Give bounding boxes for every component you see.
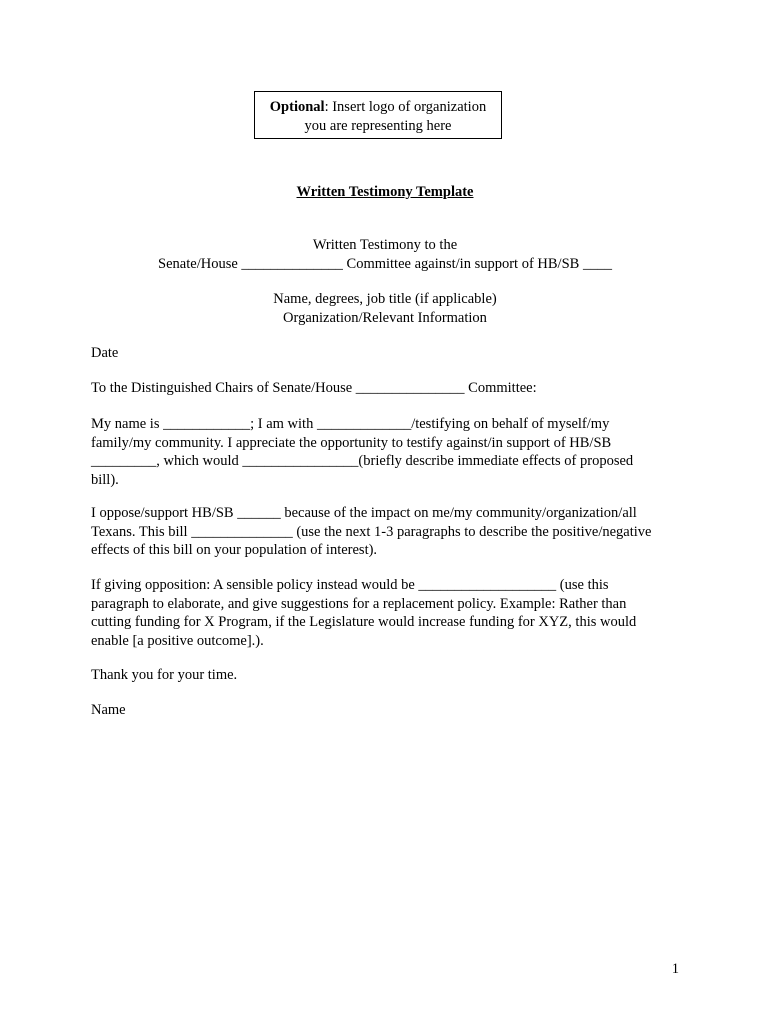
optional-label: Optional [269,99,325,115]
logo-placeholder-text2: you are representing here [304,118,452,134]
intro-line3: _________, which would ________________(briefly describe immediate effects of proposed [91,453,634,469]
testimony-heading [0,236,770,274]
signature-name: Name [91,702,126,718]
author-block-line1: Name, degrees, job title (if applicable) [273,291,497,307]
opposition-line3: cutting funding for X Program, if the Legislature would increase funding for XYZ, this would [91,614,637,630]
date-line: Date [91,345,119,361]
closing-thanks: Thank you for your time. [91,667,238,683]
testimony-heading-line1: Written Testimony to the [312,237,458,253]
opposition-line1: If giving opposition: A sensible policy instead would be ___________________ (use this [91,577,609,593]
position-line2: Texans. This bill ______________ (use the next 1-3 paragraphs to describe the positive/negative [91,523,652,540]
intro-line1: My name is ____________; I am with _____________/testifying on behalf of myself/my [91,416,610,432]
logo-placeholder-line1 [255,98,501,117]
position-line3: effects of this bill on your population of interest). [91,542,378,558]
intro-line4: bill). [91,471,119,488]
opposition-line2: paragraph to elaborate, and give suggestions for a replacement policy. Example: Rather than [91,595,627,612]
opposition-paragraph [91,576,691,650]
intro-paragraph [91,415,691,489]
page-number: 1 [671,961,679,977]
salutation: To the Distinguished Chairs of Senate/House _______________ Committee: [91,380,537,396]
author-block [0,290,770,328]
logo-placeholder-box [254,91,502,139]
intro-line2: family/my community. I appreciate the opportunity to testify against/in support of HB/SB [91,434,612,451]
position-paragraph [91,504,691,560]
opposition-line4: enable [a positive outcome].). [91,632,264,649]
logo-placeholder-text1: : Insert logo of organization [324,99,487,115]
author-block-line2: Organization/Relevant Information [283,310,487,326]
position-line1: I oppose/support HB/SB ______ because of the impact on me/my community/organization/all [91,505,637,521]
document-title: Written Testimony Template [296,184,474,200]
testimony-heading-line2: Senate/House ______________ Committee against/in support of HB/SB ____ [158,256,612,272]
